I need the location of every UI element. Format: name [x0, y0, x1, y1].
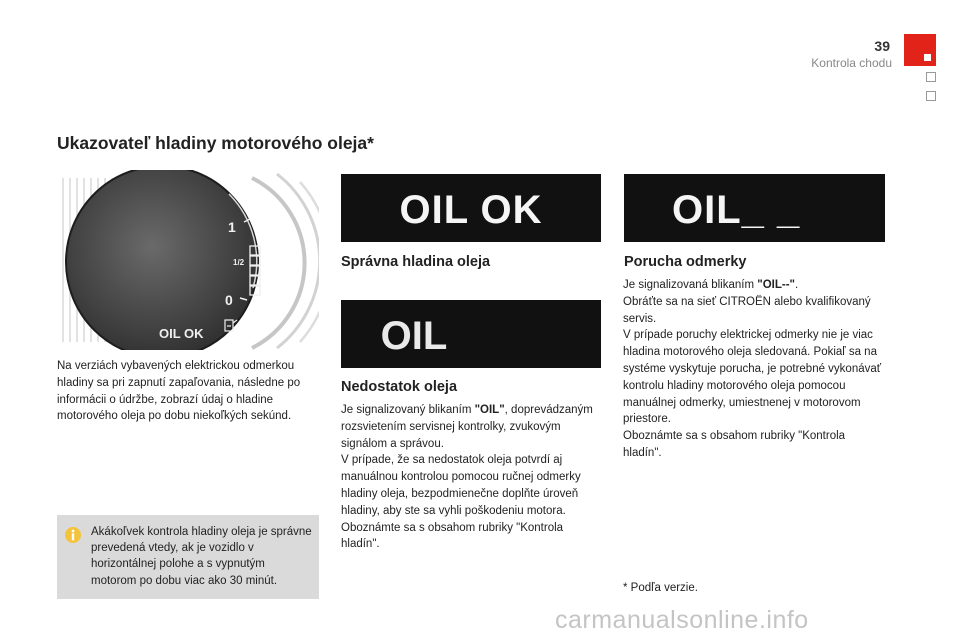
- page-number: 39: [874, 38, 890, 54]
- page-indicator-box: [926, 91, 936, 101]
- oil-fault-display: [624, 174, 885, 242]
- oil-ok-display: [341, 174, 601, 242]
- oil-ok-heading: Správna hladina oleja: [341, 254, 491, 270]
- oil-fault-signal: "OIL--": [757, 279, 795, 291]
- oil-fault-p1-prefix: Je signalizovaná blikaním: [623, 279, 758, 291]
- oil-ok-display-text: OIL OK: [399, 188, 543, 232]
- oil-low-heading: Nedostatok oleja: [341, 379, 458, 395]
- oil-fault-p3: V prípade poruchy elektrickej odmerky nie je viac hladina motorového oleja sledovaná. Pokiaľ sa na systéme vyskytuje porucha, je potrebné vykonávať kontrolu hladiny motorového oleja pomocou manuálnej odmerky, umiestnenej v motorovom priestore.: [623, 329, 882, 426]
- oil-low-p1-suffix: , doprevádzaným rozsvietením servisnej kontrolky, zvukovým signálom a správou.: [341, 404, 593, 450]
- gauge-mark-half: 1/2: [233, 258, 245, 267]
- watermark: carmanualsonline.info: [555, 606, 809, 634]
- note-text: Akákoľvek kontrola hladiny oleja je správne prevedená vtedy, ak je vozidlo v horizontálnej polohe a s vypnutým motorom po dobu viac ako 30 minút.: [91, 526, 312, 587]
- intro-text: Na verziách vybavených elektrickou odmerkou hladiny sa pri zapnutí zapaľovania, následne po informácii o údržbe, zobrazí údaj o hladine motorového oleja po dobu niekoľkých sekúnd.: [57, 360, 301, 423]
- oil-fault-p2: Obráťte sa na sieť CITROËN alebo kvalifikovaný servis.: [623, 295, 871, 325]
- oil-fault-p1-suffix: .: [794, 279, 799, 291]
- gauge-mark-full: 1: [228, 219, 236, 235]
- oil-fault-display-text: OIL_ _: [672, 188, 801, 232]
- gauge-mark-empty: 0: [225, 292, 233, 308]
- oil-fault-heading: Porucha odmerky: [624, 254, 747, 270]
- oil-low-display-text: OIL: [380, 314, 448, 358]
- chapter-marker-dot: [924, 54, 931, 61]
- info-icon: [65, 527, 81, 543]
- oil-fault-p4: Oboznámte sa s obsahom rubriky "Kontrola hladín".: [623, 430, 846, 459]
- oil-low-p2: V prípade, že sa nedostatok oleja potvrdí aj manuálnou kontrolou pomocou ručnej odmerky hladiny oleja, bezpodmienečne doplňte úroveň hladiny, aby ste sa vyhli poškodeniu motora.: [341, 454, 581, 517]
- oil-low-description: [341, 402, 603, 553]
- footnote: * Podľa verzie.: [623, 582, 698, 594]
- oil-low-p3: Oboznámte sa s obsahom rubriky "Kontrola hladín".: [341, 521, 564, 551]
- oil-fault-description: [623, 277, 885, 462]
- oil-low-p1-prefix: Je signalizovaný blikaním: [341, 404, 475, 416]
- oil-gauge-drawing: [57, 170, 319, 350]
- chapter-marker: [904, 34, 936, 66]
- oil-low-signal: "OIL": [474, 404, 505, 416]
- oil-gauge-illustration: [57, 170, 319, 350]
- oil-low-display: [341, 300, 601, 368]
- page-indicator-box: [926, 72, 936, 82]
- note-box: [57, 515, 319, 599]
- page-title: Ukazovateľ hladiny motorového oleja*: [57, 133, 374, 153]
- section-name: Kontrola chodu: [811, 56, 892, 70]
- gauge-label: OIL OK: [159, 326, 204, 341]
